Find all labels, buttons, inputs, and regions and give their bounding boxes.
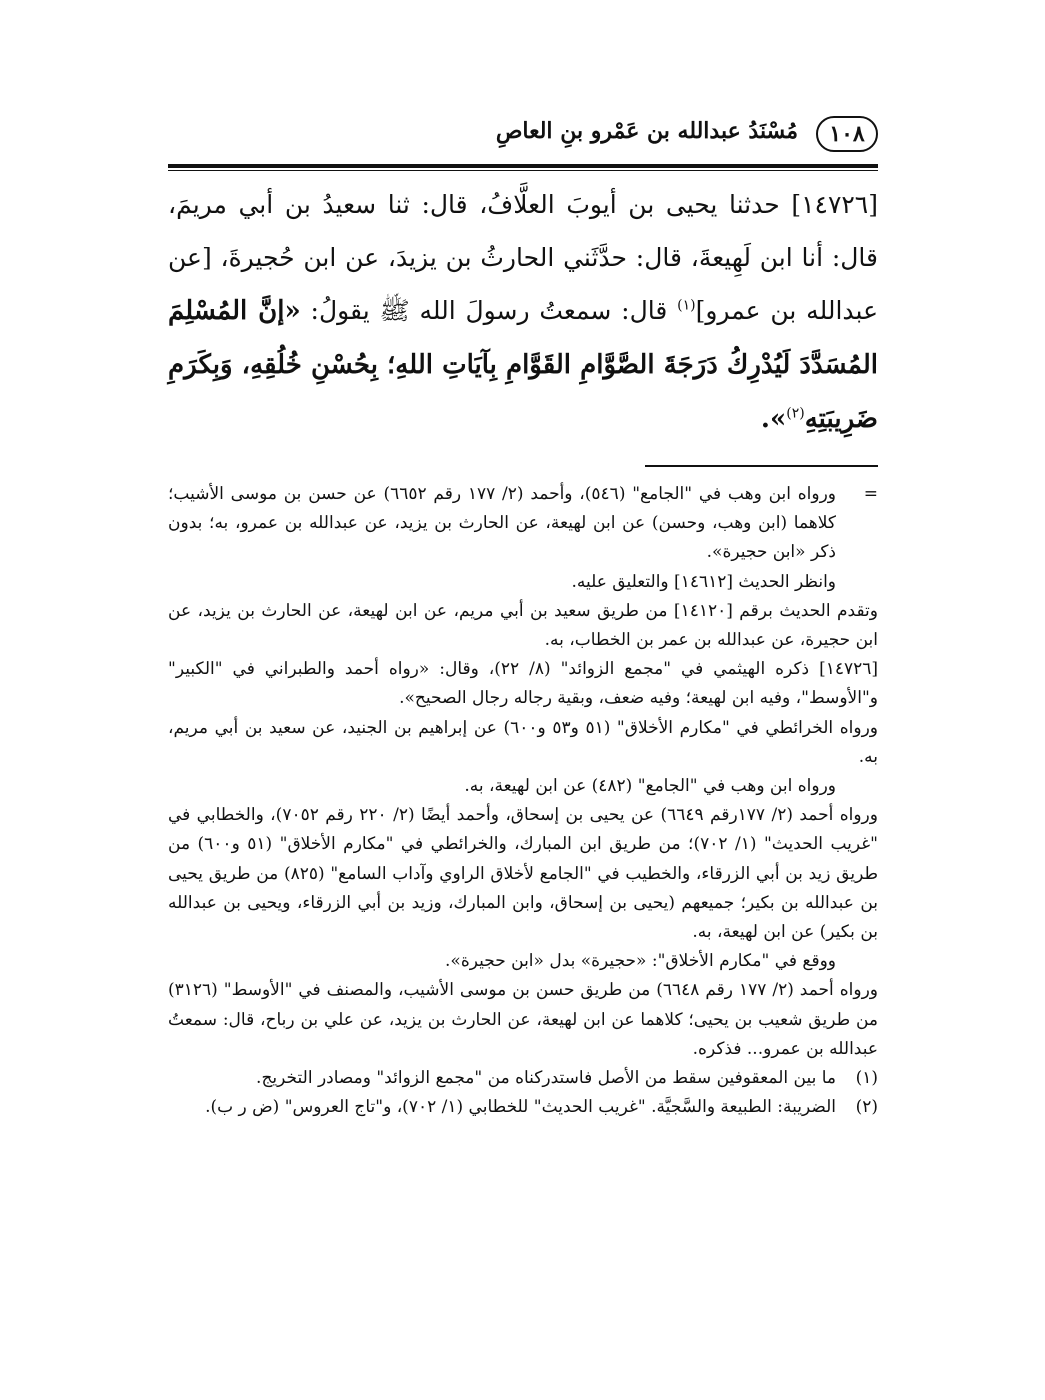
reference-text: ورواه أحمد (٢/ ١٧٧ رقم ٦٦٤٨) من طريق حسن بن موسى الأشيب، والمصنف في "الأوسط" (٣١٢٦) من طريق شعيب بن يحيى؛ كلاهما عن ابن لهيعة، عن الحارث بن يزيد، عن علي بن رباح، قال: سمعتُ عبدالله بن عمرو... فذكره.: [168, 980, 878, 1059]
page-number-badge: [816, 116, 878, 152]
header-rule-thick: [168, 164, 878, 168]
footnote-1-mark: (١): [855, 1068, 878, 1089]
hadith-number: [١٤٧٢٦]: [791, 190, 878, 219]
footnote-1: [168, 1064, 878, 1093]
reference-text: ووقع في "مكارم الأخلاق": «حجيرة» بدل «ابن حجيرة».: [445, 951, 836, 972]
matn-text: «إنَّ المُسْلِمَ المُسَدَّدَ لَيُدْرِكُ دَرَجَةَ الصَّوَّامِ القَوَّامِ بِآيَاتِ اللهِ؛ بِحُسْنِ خُلُقِهِ، وَبِكَرَمِ ضَرِيبَتِهِ: [168, 296, 878, 434]
footnotes-section: [168, 480, 878, 1122]
isnad-part-1: حدثنا يحيى بن أيوبَ العلَّافُ، قال: ثنا سعيدُ بن أبي مريمَ، قال: أنا ابن لَهِيعةَ، قال: حدَّثَني الحارثُ بن يزيدَ، عن ابن حُجيرةَ، [عن عبدالله بن عمرو]: [168, 190, 878, 325]
footnote-continuation: [168, 480, 878, 568]
hadith-paragraph: [168, 178, 878, 446]
footnote-paragraph: ورواه ابن وهب في "الجامع" (٥٤٦)، وأحمد (٢/ ١٧٧ رقم ٦٦٥٢) عن حسن بن موسى الأشيب؛ كلاهما (ابن وهب، وحسن) عن ابن لهيعة، عن الحارث بن يزيد، عن عبدالله بن عمرو، به؛ بدون ذكر «ابن حجيرة».: [168, 484, 836, 563]
footnote-1-text: ما بين المعقوفين سقط من الأصل فاستدركناه من "مجمع الزوائد" ومصادر التخريج.: [256, 1068, 836, 1089]
footnote-ref-2[interactable]: (٢): [786, 405, 805, 422]
footnote-ref-1[interactable]: (١): [677, 297, 696, 314]
footnote-2: [168, 1093, 878, 1122]
reference-text: ورواه ابن وهب في "الجامع" (٤٨٢) عن ابن لهيعة، به.: [464, 776, 836, 797]
page-header: [168, 112, 878, 162]
isnad-part-2: قال: سمعتُ رسولَ الله ﷺ يقولُ:: [310, 296, 678, 325]
running-title: مُسْنَدُ عبدالله بن عَمْرو بنِ العاصِ: [495, 118, 798, 144]
footnote-paragraph: وانظر الحديث [١٤٦١٢] والتعليق عليه.: [571, 571, 836, 592]
header-rule-thin: [168, 170, 878, 171]
reference-text: ورواه أحمد (٢/ ١٧٧رقم ٦٦٤٩) عن يحيى بن إسحاق، وأحمد أيضًا (٢/ ٢٢٠ رقم ٧٠٥٢)، والخطابي في "غريب الحديث" (١/ ٧٠٢)؛ من طريق ابن المبارك، والخرائطي في "مكارم الأخلاق" (٥١ و٦٠٠) من طريق زيد بن أبي الزرقاء، والخطيب في "الجامع لأخلاق الراوي وآداب السامع" (٨٢٥) من طريق يحيى بن عبدالله بن بكير؛ جميعهم (يحيى بن إسحاق، وابن المبارك، وزيد بن أبي الزرقاء، ويحيى بن عبدالله بن بكير) عن ابن لهيعة، به.: [168, 805, 878, 943]
footnote-2-text: الضريبة: الطبيعة والسَّجيَّة. "غريب الحديث" للخطابي (١/ ٧٠٢)، و"تاج العروس" (ض ر ب).: [205, 1097, 836, 1118]
reference-text: ورواه الخرائطي في "مكارم الأخلاق" (٥١ و٥٣ و٦٠٠) عن إبراهيم بن الجنيد، عن سعيد بن أبي مريم، به.: [168, 717, 878, 767]
footnote-2-mark: (٢): [855, 1097, 878, 1118]
footnote-separator: [645, 465, 878, 467]
hadith-text: [168, 178, 878, 446]
reference-text: ذكره الهيثمي في "مجمع الزوائد" (٨/ ٢٢)، وقال: «رواه أحمد والطبراني في "الكبير" و"الأوسط"، وفيه ابن لهيعة؛ وفيه ضعف، وبقية رجاله رجال الصحيح».: [168, 659, 878, 709]
continuation-mark: =: [863, 484, 878, 504]
page-number: ١٠٨: [829, 121, 865, 147]
footnote-paragraph: وتقدم الحديث برقم [١٤١٢٠] من طريق سعيد بن أبي مريم، عن ابن لهيعة، عن الحارث بن يزيد، عن ابن حجيرة، عن عبدالله بن عمر بن الخطاب، به.: [168, 600, 878, 651]
reference-number: [١٤٧٢٦]: [819, 659, 878, 680]
matn-end: ».: [760, 404, 787, 434]
reference-block: [168, 655, 878, 713]
